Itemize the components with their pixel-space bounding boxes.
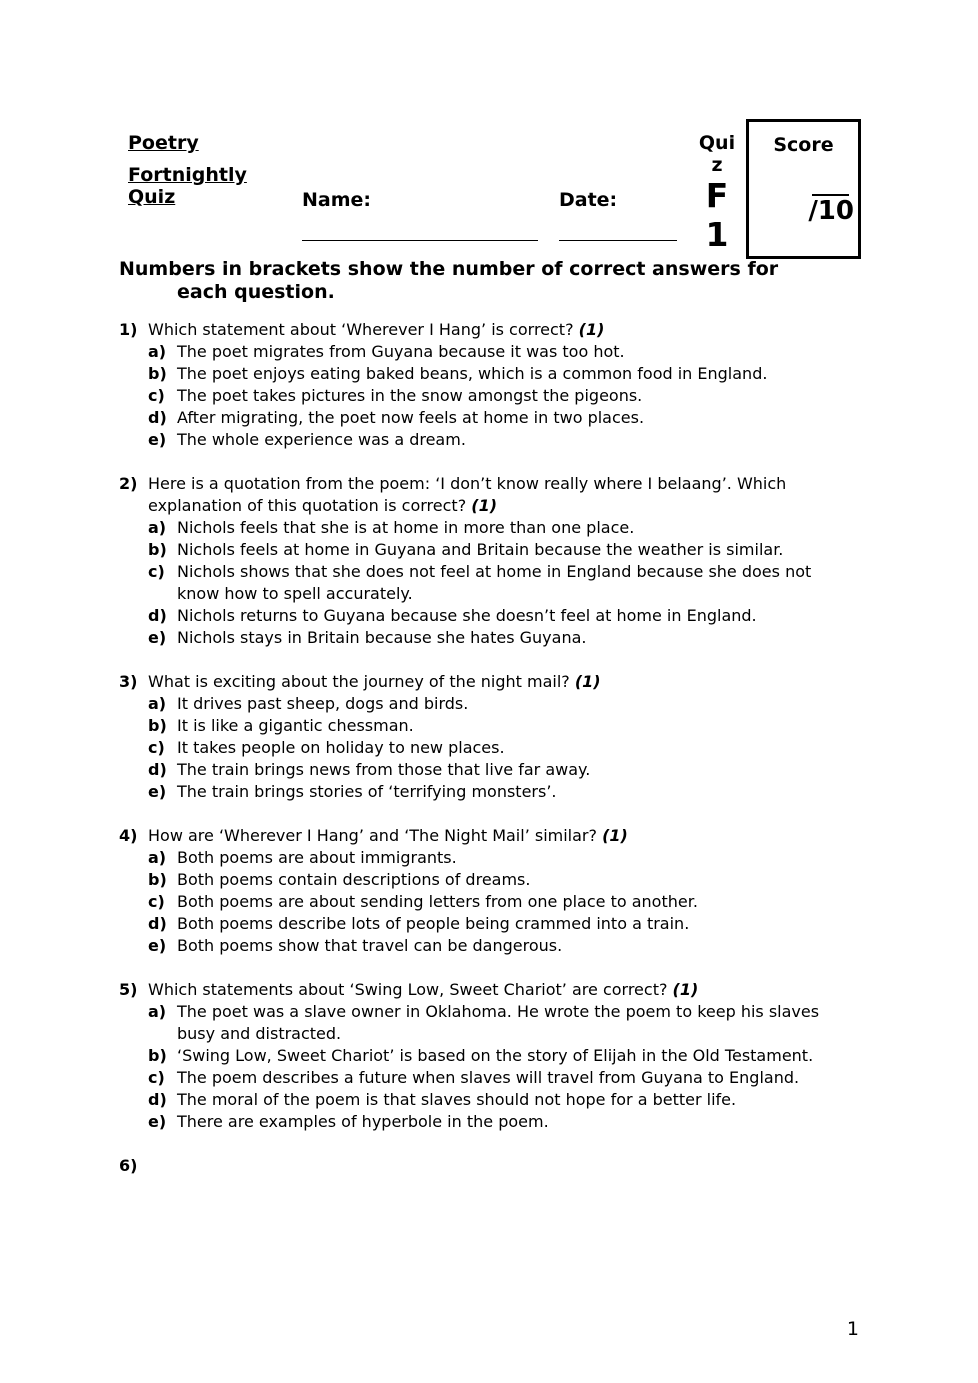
answer-option[interactable] bbox=[148, 847, 849, 869]
option-letter: e) bbox=[148, 1112, 167, 1131]
name-label: Name: bbox=[302, 189, 372, 211]
question-number: 2) bbox=[119, 474, 138, 493]
instructions-line-1: Numbers in brackets show the number of correct answers for bbox=[119, 258, 779, 280]
quiz-code-2: 1 bbox=[705, 215, 729, 254]
title-line-1: Poetry bbox=[128, 132, 199, 154]
option-text: Nichols returns to Guyana because she doesn’t feel at home in England. bbox=[177, 606, 757, 625]
answer-option[interactable] bbox=[148, 341, 849, 363]
option-letter: a) bbox=[148, 342, 167, 361]
option-text: Both poems contain descriptions of dreams. bbox=[177, 870, 531, 889]
option-letter: e) bbox=[148, 430, 167, 449]
answer-option[interactable] bbox=[148, 759, 849, 781]
option-letter: d) bbox=[148, 408, 167, 427]
question-stem bbox=[119, 473, 849, 517]
answer-option[interactable] bbox=[148, 737, 849, 759]
answer-option[interactable] bbox=[148, 935, 849, 957]
answer-option[interactable] bbox=[148, 517, 849, 539]
question-number: 5) bbox=[119, 980, 138, 999]
question-stem bbox=[119, 825, 849, 847]
question-3 bbox=[119, 671, 849, 803]
title-line-3: Quiz bbox=[128, 186, 176, 208]
question-6 bbox=[119, 1155, 849, 1177]
option-letter: b) bbox=[148, 540, 167, 559]
option-letter: d) bbox=[148, 914, 167, 933]
question-marks: (1) bbox=[578, 320, 605, 339]
answer-option[interactable] bbox=[148, 1045, 849, 1067]
option-letter: e) bbox=[148, 628, 167, 647]
option-letter: a) bbox=[148, 518, 167, 537]
answer-option[interactable] bbox=[148, 627, 849, 649]
option-text: There are examples of hyperbole in the poem. bbox=[177, 1112, 549, 1131]
option-letter: e) bbox=[148, 936, 167, 955]
option-text: The poet enjoys eating baked beans, which is a common food in England. bbox=[177, 364, 768, 383]
option-letter: a) bbox=[148, 694, 167, 713]
question-text-wrap bbox=[148, 671, 601, 693]
option-letter: c) bbox=[148, 562, 165, 581]
option-letter: a) bbox=[148, 1002, 167, 1021]
question-list bbox=[119, 319, 849, 1199]
answer-option[interactable] bbox=[148, 1001, 849, 1045]
question-text: Which statement about ‘Wherever I Hang’ is correct? bbox=[148, 320, 574, 339]
question-number: 3) bbox=[119, 672, 138, 691]
option-letter: b) bbox=[148, 1046, 167, 1065]
answer-option[interactable] bbox=[148, 407, 849, 429]
option-letter: b) bbox=[148, 716, 167, 735]
option-text: The poet migrates from Guyana because it was too hot. bbox=[177, 342, 625, 361]
score-total: /10 bbox=[808, 196, 854, 226]
answer-option[interactable] bbox=[148, 429, 849, 451]
option-letter: c) bbox=[148, 386, 165, 405]
question-stem bbox=[119, 979, 849, 1001]
answer-option[interactable] bbox=[148, 1089, 849, 1111]
option-letter: c) bbox=[148, 738, 165, 757]
option-text: Nichols feels at home in Guyana and Britain because the weather is similar. bbox=[177, 540, 784, 559]
question-marks: (1) bbox=[672, 980, 699, 999]
question-number: 1) bbox=[119, 320, 138, 339]
option-text: The poet takes pictures in the snow amongst the pigeons. bbox=[177, 386, 643, 405]
date-field-line[interactable] bbox=[559, 240, 677, 241]
option-letter: d) bbox=[148, 606, 167, 625]
quiz-title bbox=[128, 132, 268, 208]
option-text: Nichols feels that she is at home in more than one place. bbox=[177, 518, 635, 537]
option-letter: a) bbox=[148, 848, 167, 867]
question-1 bbox=[119, 319, 849, 451]
quiz-code-1: F bbox=[705, 176, 729, 215]
option-text: The poet was a slave owner in Oklahoma. He wrote the poem to keep his slaves busy and distracted. bbox=[177, 1002, 820, 1043]
quiz-code bbox=[696, 132, 738, 254]
option-text: After migrating, the poet now feels at home in two places. bbox=[177, 408, 645, 427]
score-label: Score bbox=[773, 134, 834, 156]
option-text: Both poems show that travel can be dangerous. bbox=[177, 936, 563, 955]
option-letter: b) bbox=[148, 870, 167, 889]
answer-option[interactable] bbox=[148, 385, 849, 407]
question-2 bbox=[119, 473, 849, 649]
option-letter: b) bbox=[148, 364, 167, 383]
option-text: Nichols shows that she does not feel at home in England because she does not know how to spell accurately. bbox=[177, 562, 812, 603]
question-marks: (1) bbox=[602, 826, 628, 845]
answer-options bbox=[119, 847, 849, 957]
option-letter: d) bbox=[148, 1090, 167, 1109]
option-letter: c) bbox=[148, 892, 165, 911]
answer-options bbox=[119, 1001, 849, 1133]
score-box bbox=[746, 119, 861, 259]
option-text: Nichols stays in Britain because she hates Guyana. bbox=[177, 628, 587, 647]
question-marks: (1) bbox=[471, 496, 498, 515]
question-text-wrap bbox=[148, 319, 604, 341]
option-text: The whole experience was a dream. bbox=[177, 430, 466, 449]
question-text: Which statements about ‘Swing Low, Sweet Chariot’ are correct? bbox=[148, 980, 668, 999]
question-text-wrap bbox=[148, 979, 698, 1001]
question-text: What is exciting about the journey of the night mail? bbox=[148, 672, 570, 691]
question-text-wrap bbox=[148, 473, 849, 517]
answer-option[interactable] bbox=[148, 913, 849, 935]
quiz-label-2: z bbox=[711, 154, 723, 176]
option-text: It takes people on holiday to new places. bbox=[177, 738, 505, 757]
option-letter: e) bbox=[148, 782, 167, 801]
question-stem bbox=[119, 319, 849, 341]
answer-option[interactable] bbox=[148, 1111, 849, 1133]
answer-option[interactable] bbox=[148, 539, 849, 561]
instructions-line-2: each question. bbox=[177, 281, 335, 303]
answer-option[interactable] bbox=[148, 363, 849, 385]
answer-option[interactable] bbox=[148, 715, 849, 737]
answer-option[interactable] bbox=[148, 605, 849, 627]
question-stem bbox=[119, 1155, 849, 1177]
answer-option[interactable] bbox=[148, 561, 849, 605]
option-letter: c) bbox=[148, 1068, 165, 1087]
answer-options bbox=[119, 517, 849, 649]
instructions bbox=[119, 258, 839, 304]
question-number: 6) bbox=[119, 1156, 138, 1175]
option-text: It is like a gigantic chessman. bbox=[177, 716, 414, 735]
option-text: Both poems are about sending letters from one place to another. bbox=[177, 892, 698, 911]
question-text: How are ‘Wherever I Hang’ and ‘The Night Mail’ similar? bbox=[148, 826, 597, 845]
option-text: Both poems are about immigrants. bbox=[177, 848, 457, 867]
question-text: Here is a quotation from the poem: ‘I don’t know really where I belaang’. Which explanation of this quotation is correct? bbox=[148, 474, 787, 515]
answer-option[interactable] bbox=[148, 1067, 849, 1089]
title-line-2: Fortnightly bbox=[128, 164, 247, 186]
question-5 bbox=[119, 979, 849, 1133]
option-text: The train brings news from those that live far away. bbox=[177, 760, 591, 779]
option-text: The moral of the poem is that slaves should not hope for a better life. bbox=[177, 1090, 737, 1109]
answer-option[interactable] bbox=[148, 869, 849, 891]
answer-option[interactable] bbox=[148, 891, 849, 913]
option-text: The poem describes a future when slaves will travel from Guyana to England. bbox=[177, 1068, 800, 1087]
question-4 bbox=[119, 825, 849, 957]
answer-option[interactable] bbox=[148, 693, 849, 715]
question-marks: (1) bbox=[574, 672, 601, 691]
option-text: Both poems describe lots of people being crammed into a train. bbox=[177, 914, 690, 933]
option-text: The train brings stories of ‘terrifying monsters’. bbox=[177, 782, 557, 801]
question-text-wrap bbox=[148, 825, 628, 847]
name-field-line[interactable] bbox=[302, 240, 538, 241]
answer-option[interactable] bbox=[148, 781, 849, 803]
quiz-label-1: Qui bbox=[698, 132, 736, 154]
answer-options bbox=[119, 693, 849, 803]
option-text: ‘Swing Low, Sweet Chariot’ is based on the story of Elijah in the Old Testament. bbox=[177, 1046, 814, 1065]
question-number: 4) bbox=[119, 826, 138, 845]
date-label: Date: bbox=[559, 189, 618, 211]
option-text: It drives past sheep, dogs and birds. bbox=[177, 694, 469, 713]
page-number: 1 bbox=[846, 1318, 859, 1340]
option-letter: d) bbox=[148, 760, 167, 779]
question-stem bbox=[119, 671, 849, 693]
answer-options bbox=[119, 341, 849, 451]
